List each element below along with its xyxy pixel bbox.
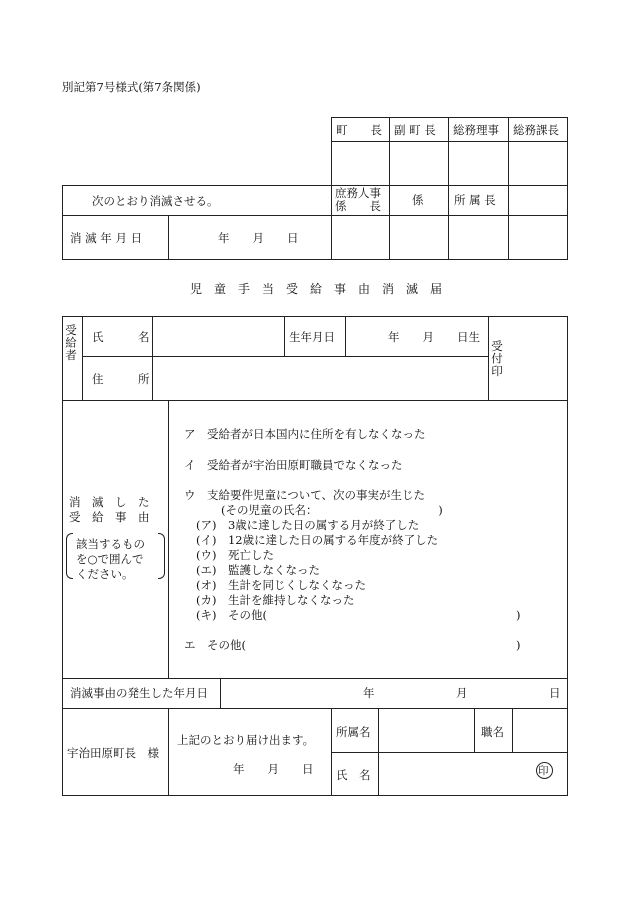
note-line3: ください。 bbox=[76, 567, 134, 581]
occurrence-day: 日 bbox=[549, 686, 561, 700]
job-title-field[interactable] bbox=[513, 709, 567, 751]
reason-option-e-close: ) bbox=[516, 638, 521, 652]
approval-col-director: 総務理事 bbox=[453, 123, 499, 137]
name-field[interactable] bbox=[153, 317, 283, 355]
approval-staff: 係 bbox=[412, 193, 424, 207]
recipient-label: 受給者 bbox=[64, 324, 78, 362]
page-title: 児 童 手 当 受 給 事 由 消 滅 届 bbox=[190, 282, 443, 296]
approval-col-mayor: 町 長 bbox=[336, 123, 382, 137]
job-title-label: 職名 bbox=[481, 725, 504, 739]
approval-notice: 次のとおり消滅させる。 bbox=[92, 194, 219, 208]
reason-option-u[interactable]: ウ 支給要件児童について、次の事実が生じた bbox=[184, 488, 426, 502]
seal-label: 印 bbox=[538, 765, 549, 777]
reception-stamp-label: 受付印 bbox=[490, 340, 504, 378]
sub-option-e[interactable]: (エ) 監護しなくなった bbox=[196, 563, 320, 577]
occurrence-month: 月 bbox=[456, 686, 468, 700]
note-line1: 該当するもの bbox=[76, 537, 145, 551]
address-label: 住 所 bbox=[92, 372, 150, 386]
addressee: 宇治田原町長 様 bbox=[67, 746, 159, 760]
submission-statement: 上記のとおり届け出ます。 bbox=[177, 733, 315, 747]
extinction-date-value: 年 月 日 bbox=[218, 231, 299, 245]
reason-option-i[interactable]: イ 受給者が宇治田原町職員でなくなった bbox=[184, 458, 403, 472]
sub-option-o[interactable]: (オ) 生計を同じくしなくなった bbox=[196, 578, 366, 592]
sub-option-i[interactable]: (イ) 12歳に達した日の属する年度が終了した bbox=[196, 533, 439, 547]
name-label: 氏 名 bbox=[92, 330, 150, 344]
sub-option-u[interactable]: (ウ) 死亡した bbox=[196, 548, 274, 562]
sub-option-a[interactable]: (ア) 3歳に達した日の属する月が終了した bbox=[196, 518, 420, 532]
note-bracket-left bbox=[66, 533, 73, 579]
form-number: 別記第7号様式(第7条関係) bbox=[62, 80, 201, 94]
sub-option-ki-close: ) bbox=[516, 608, 521, 622]
address-field[interactable] bbox=[153, 357, 487, 399]
child-name-line: (その児童の氏名： ) bbox=[221, 503, 443, 517]
dept-label: 所属名 bbox=[336, 725, 371, 739]
birthdate-value: 年 月 日生 bbox=[388, 330, 480, 344]
applicant-name-label: 氏 名 bbox=[336, 768, 371, 782]
extinction-date-label: 消 滅 年 月 日 bbox=[70, 231, 143, 245]
reason-option-e[interactable]: エ その他( bbox=[184, 638, 246, 652]
approval-col-chief: 総務課長 bbox=[513, 123, 559, 137]
sub-option-ka[interactable]: (カ) 生計を維持しなくなった bbox=[196, 593, 355, 607]
applicant-name-field[interactable] bbox=[379, 753, 529, 795]
approval-subsection: 庶務人事 係 長 bbox=[335, 186, 381, 213]
dept-field[interactable] bbox=[379, 709, 473, 751]
reason-label-line2: 受 給 事 由 bbox=[69, 510, 150, 524]
note-line2: を○で囲んで bbox=[76, 552, 144, 566]
note-bracket-right bbox=[158, 533, 165, 579]
birthdate-label: 生年月日 bbox=[289, 330, 335, 344]
approval-dept-head: 所 属 長 bbox=[454, 193, 496, 207]
reason-label-line1: 消 滅 し た bbox=[69, 495, 150, 509]
occurrence-date-label: 消滅事由の発生した年月日 bbox=[70, 686, 208, 700]
sub-option-ki[interactable]: (キ) その他( bbox=[196, 608, 267, 622]
submission-date: 年 月 日 bbox=[233, 762, 314, 776]
occurrence-year: 年 bbox=[363, 686, 375, 700]
approval-col-deputy: 副 町 長 bbox=[394, 123, 436, 137]
reason-option-a[interactable]: ア 受給者が日本国内に住所を有しなくなった bbox=[184, 427, 426, 441]
